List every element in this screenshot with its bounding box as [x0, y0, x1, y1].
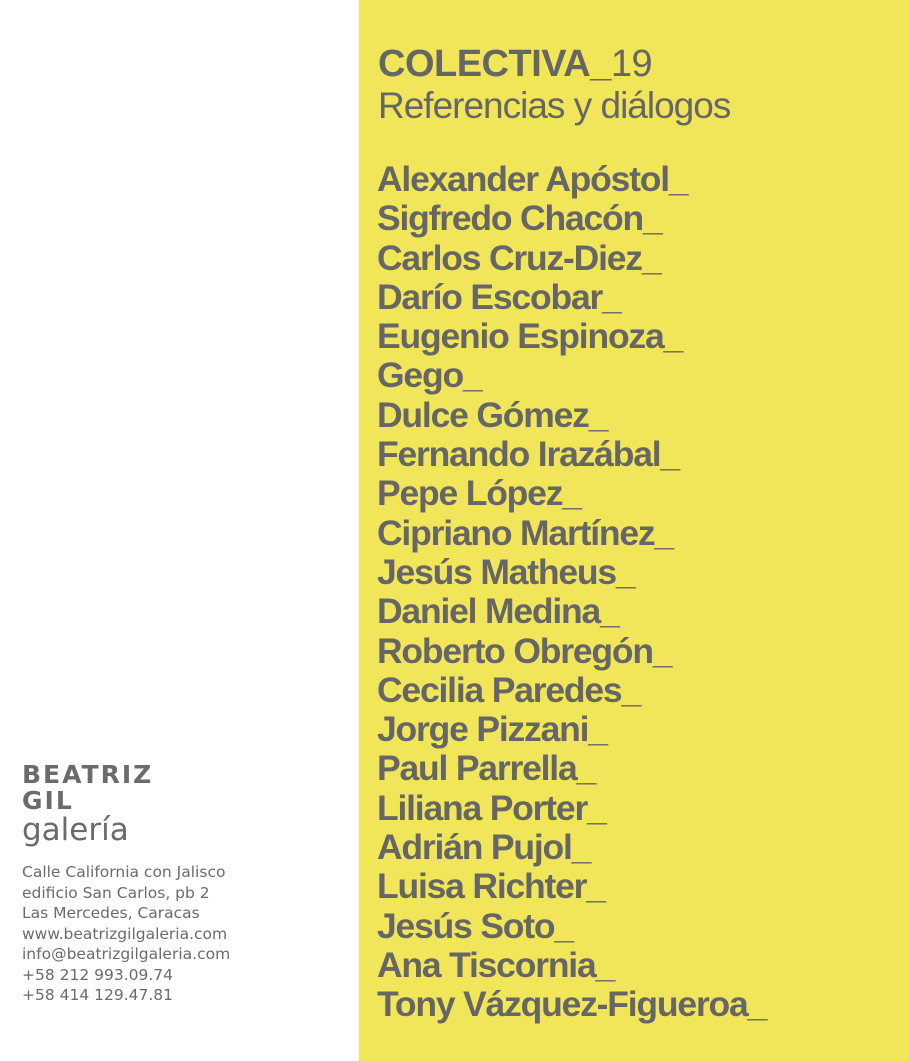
artist-name: Cipriano Martínez_ — [377, 512, 673, 553]
artist-name: Jesús Matheus_ — [377, 551, 635, 592]
exhibition-year: 19 — [610, 43, 653, 85]
gallery-email[interactable]: info@beatrizgilgaleria.com — [22, 945, 231, 963]
artist-name: Jesús Soto_ — [377, 905, 573, 946]
artist-name: Dulce Gómez_ — [377, 394, 608, 435]
exhibition-title-text: COLECTIVA_ — [378, 43, 611, 85]
artist-name: Alexander Apóstol_ — [377, 159, 688, 199]
left-panel — [0, 0, 359, 1061]
artist-name: Paul Parrella_ — [377, 748, 596, 789]
gallery-website[interactable]: www.beatrizgilgaleria.com — [22, 924, 228, 943]
artist-name: Gego_ — [377, 355, 482, 396]
address-street: Calle California con Jalisco — [22, 863, 226, 881]
artist-name: Carlos Cruz-Diez_ — [377, 237, 661, 278]
gallery-phone-1: +58 212 993.09.74 — [22, 965, 174, 984]
artist-name: Fernando Irazábal_ — [377, 434, 679, 475]
artist-name: Cecilia Paredes_ — [377, 669, 641, 710]
exhibition-header — [378, 42, 730, 126]
artist-list — [377, 160, 766, 1025]
exhibition-subtitle: Referencias y diálogos — [378, 85, 731, 126]
gallery-name-line1: BEATRIZ — [22, 760, 154, 789]
artist-name: Jorge Pizzani_ — [377, 709, 607, 750]
artist-name: Luisa Richter_ — [377, 866, 605, 907]
artist-name: Tony Vázquez-Figueroa_ — [377, 984, 767, 1025]
artist-name: Daniel Medina_ — [377, 591, 619, 632]
artist-name: Ana Tiscornia_ — [377, 944, 615, 985]
artist-name: Liliana Porter_ — [377, 787, 606, 828]
artist-name: Pepe López_ — [377, 473, 581, 514]
gallery-phone-2: +58 414 129.47.81 — [22, 986, 174, 1004]
artist-name: Roberto Obregón_ — [377, 630, 672, 671]
gallery-address — [22, 862, 230, 1006]
gallery-name-sub: galería — [22, 812, 129, 848]
artist-name: Eugenio Espinoza_ — [377, 316, 683, 357]
address-building: edificio San Carlos, pb 2 — [22, 883, 210, 902]
address-city: Las Mercedes, Caracas — [22, 904, 200, 922]
artist-name: Sigfredo Chacón_ — [377, 198, 662, 239]
artist-name: Darío Escobar_ — [377, 276, 621, 317]
gallery-info — [22, 762, 230, 1006]
artist-name: Adrián Pujol_ — [377, 827, 591, 868]
gallery-name-line2: GIL — [22, 786, 74, 815]
exhibition-title — [378, 42, 730, 86]
